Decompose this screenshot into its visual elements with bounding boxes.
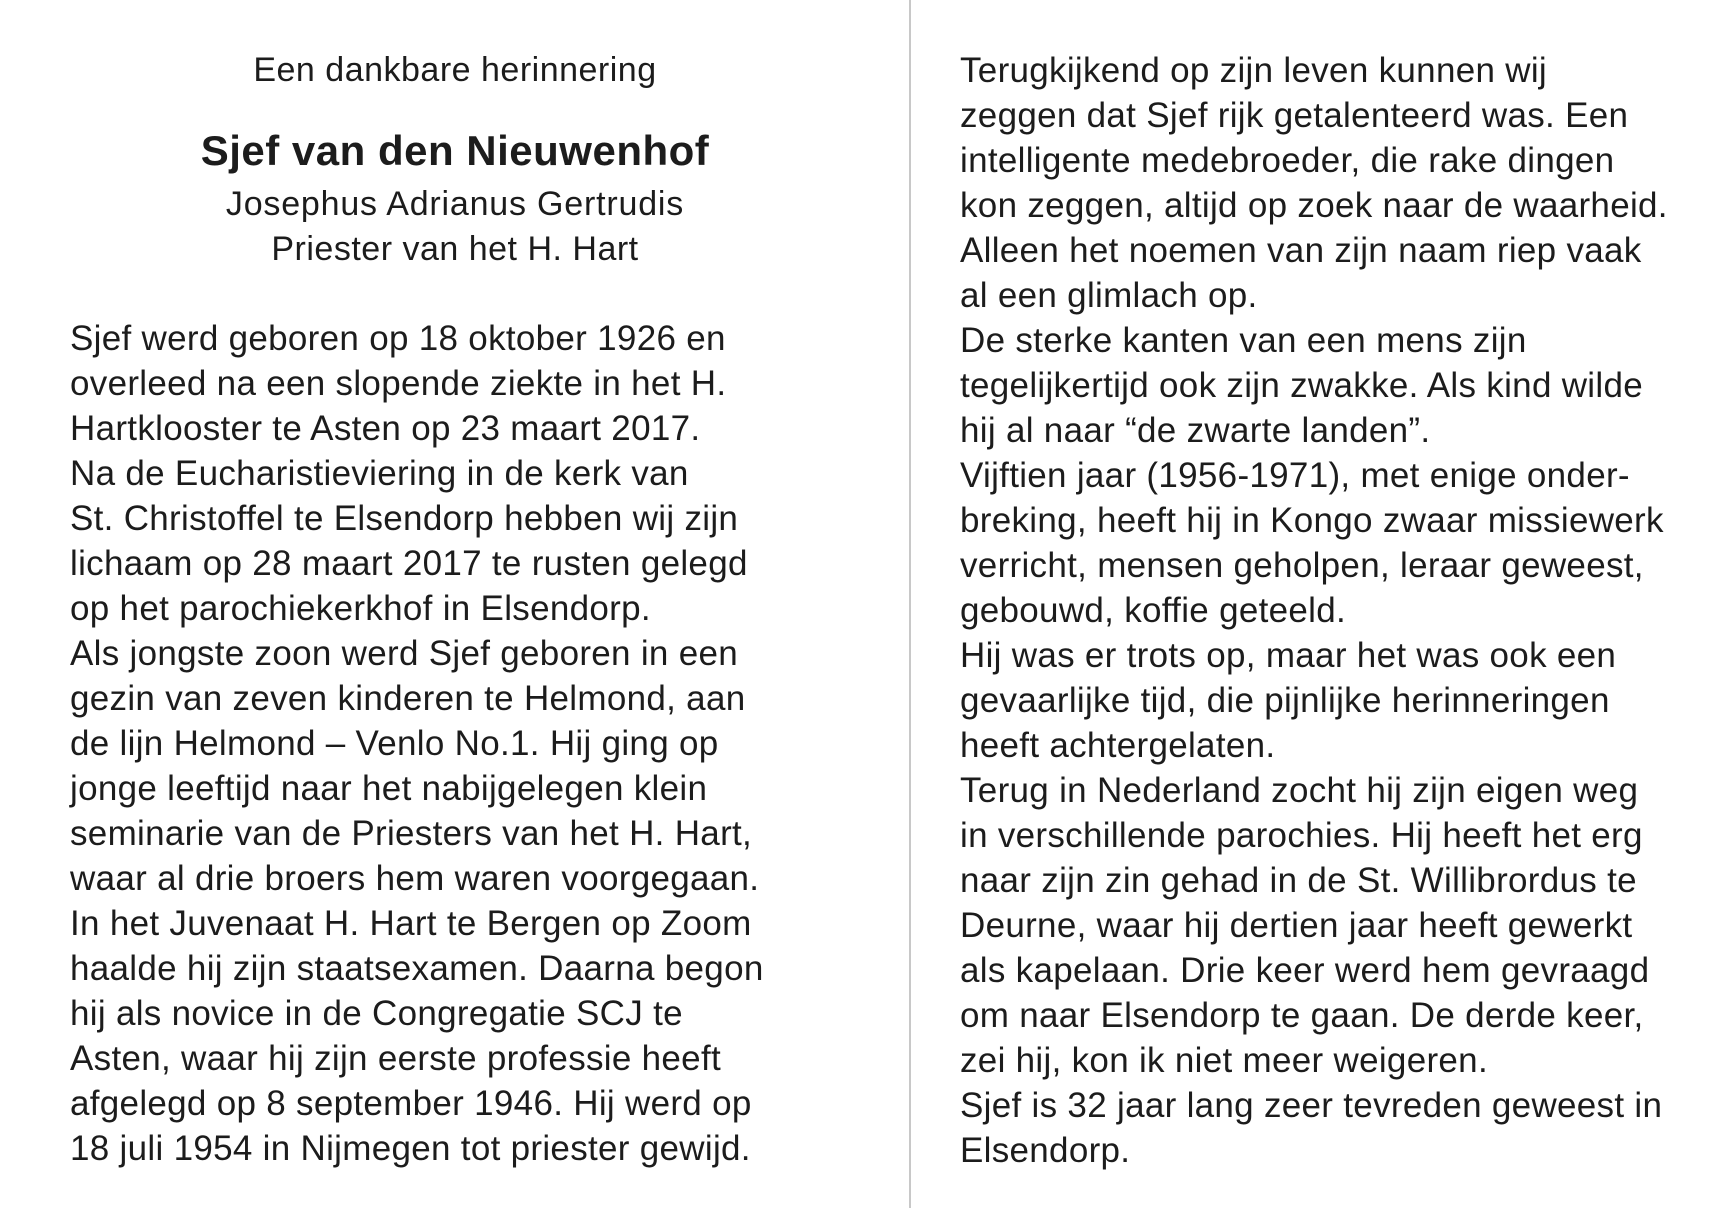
text-line: Als jongste zoon werd Sjef geboren in een	[70, 634, 739, 673]
text-line: hij al naar “de zwarte landen”.	[960, 411, 1431, 450]
text-line: Alleen het noemen van zijn naam riep vaak	[960, 231, 1642, 270]
text-line: gezin van zeven kinderen te Helmond, aan	[70, 679, 746, 718]
text-line: zei hij, kon ik niet meer weigeren.	[960, 1041, 1488, 1080]
text-line: gevaarlijke tijd, die pijnlijke herinneringen	[960, 681, 1610, 720]
text-line: gebouwd, koffie geteeld.	[960, 591, 1347, 630]
text-line: de lijn Helmond – Venlo No.1. Hij ging op	[70, 724, 719, 763]
biography-right	[960, 48, 1668, 1173]
text-line: 18 juli 1954 in Nijmegen tot priester gewijd.	[70, 1129, 751, 1168]
text-line: intelligente medebroeder, die rake dingen	[960, 141, 1615, 180]
text-line: Deurne, waar hij dertien jaar heeft gewerkt	[960, 906, 1633, 945]
text-line: Na de Eucharistieviering in de kerk van	[70, 454, 689, 493]
text-line: heeft achtergelaten.	[960, 726, 1276, 765]
text-line: verricht, mensen geholpen, leraar geweest,	[960, 546, 1644, 585]
text-line: Elsendorp.	[960, 1131, 1131, 1170]
deceased-name: Sjef van den Nieuwenhof	[200, 127, 710, 174]
right-page	[911, 0, 1732, 1208]
text-line: Vijftien jaar (1956-1971), met enige onder-	[960, 456, 1630, 495]
text-line: De sterke kanten van een mens zijn	[960, 321, 1527, 360]
text-line: Sjef werd geboren op 18 oktober 1926 en	[70, 319, 726, 358]
text-line: als kapelaan. Drie keer werd hem gevraagd	[960, 951, 1650, 990]
text-line: Sjef is 32 jaar lang zeer tevreden geweest in	[960, 1086, 1663, 1125]
religious-order: Priester van het H. Hart	[271, 230, 639, 268]
text-line: Hij was er trots op, maar het was ook een	[960, 636, 1617, 675]
given-names: Josephus Adrianus Gertrudis	[225, 185, 685, 223]
text-line: seminarie van de Priesters van het H. Hart,	[70, 814, 753, 853]
text-line: haalde hij zijn staatsexamen. Daarna begon	[70, 949, 764, 988]
text-line: waar al drie broers hem waren voorgegaan.	[70, 859, 760, 898]
text-line: al een glimlach op.	[960, 276, 1258, 315]
text-line: overleed na een slopende ziekte in het H.	[70, 364, 727, 403]
text-line: op het parochiekerkhof in Elsendorp.	[70, 589, 651, 628]
text-line: Asten, waar hij zijn eerste professie heeft	[70, 1039, 722, 1078]
text-line: naar zijn zin gehad in de St. Willibrordus te	[960, 861, 1637, 900]
text-line: lichaam op 28 maart 2017 te rusten gelegd	[70, 544, 748, 583]
text-line: om naar Elsendorp te gaan. De derde keer,	[960, 996, 1644, 1035]
text-line: Hartklooster te Asten op 23 maart 2017.	[70, 409, 701, 448]
text-line: in verschillende parochies. Hij heeft het erg	[960, 816, 1643, 855]
text-line: kon zeggen, altijd op zoek naar de waarheid.	[960, 186, 1668, 225]
text-line: Terugkijkend op zijn leven kunnen wij	[960, 51, 1547, 90]
text-line: In het Juvenaat H. Hart te Bergen op Zoom	[70, 904, 752, 943]
text-line: tegelijkertijd ook zijn zwakke. Als kind wilde	[960, 366, 1643, 405]
text-line: Terug in Nederland zocht hij zijn eigen weg	[960, 771, 1639, 810]
text-line: hij als novice in de Congregatie SCJ te	[70, 994, 683, 1033]
text-line: zeggen dat Sjef rijk getalenteerd was. Een	[960, 96, 1629, 135]
text-line: St. Christoffel te Elsendorp hebben wij zijn	[70, 499, 739, 538]
text-line: jonge leeftijd naar het nabijgelegen klein	[70, 769, 708, 808]
intro-heading: Een dankbare herinnering	[253, 51, 657, 89]
text-line: afgelegd op 8 september 1946. Hij werd op	[70, 1084, 752, 1123]
text-line: breking, heeft hij in Kongo zwaar missiewerk	[960, 501, 1664, 540]
biography-left	[70, 316, 764, 1171]
